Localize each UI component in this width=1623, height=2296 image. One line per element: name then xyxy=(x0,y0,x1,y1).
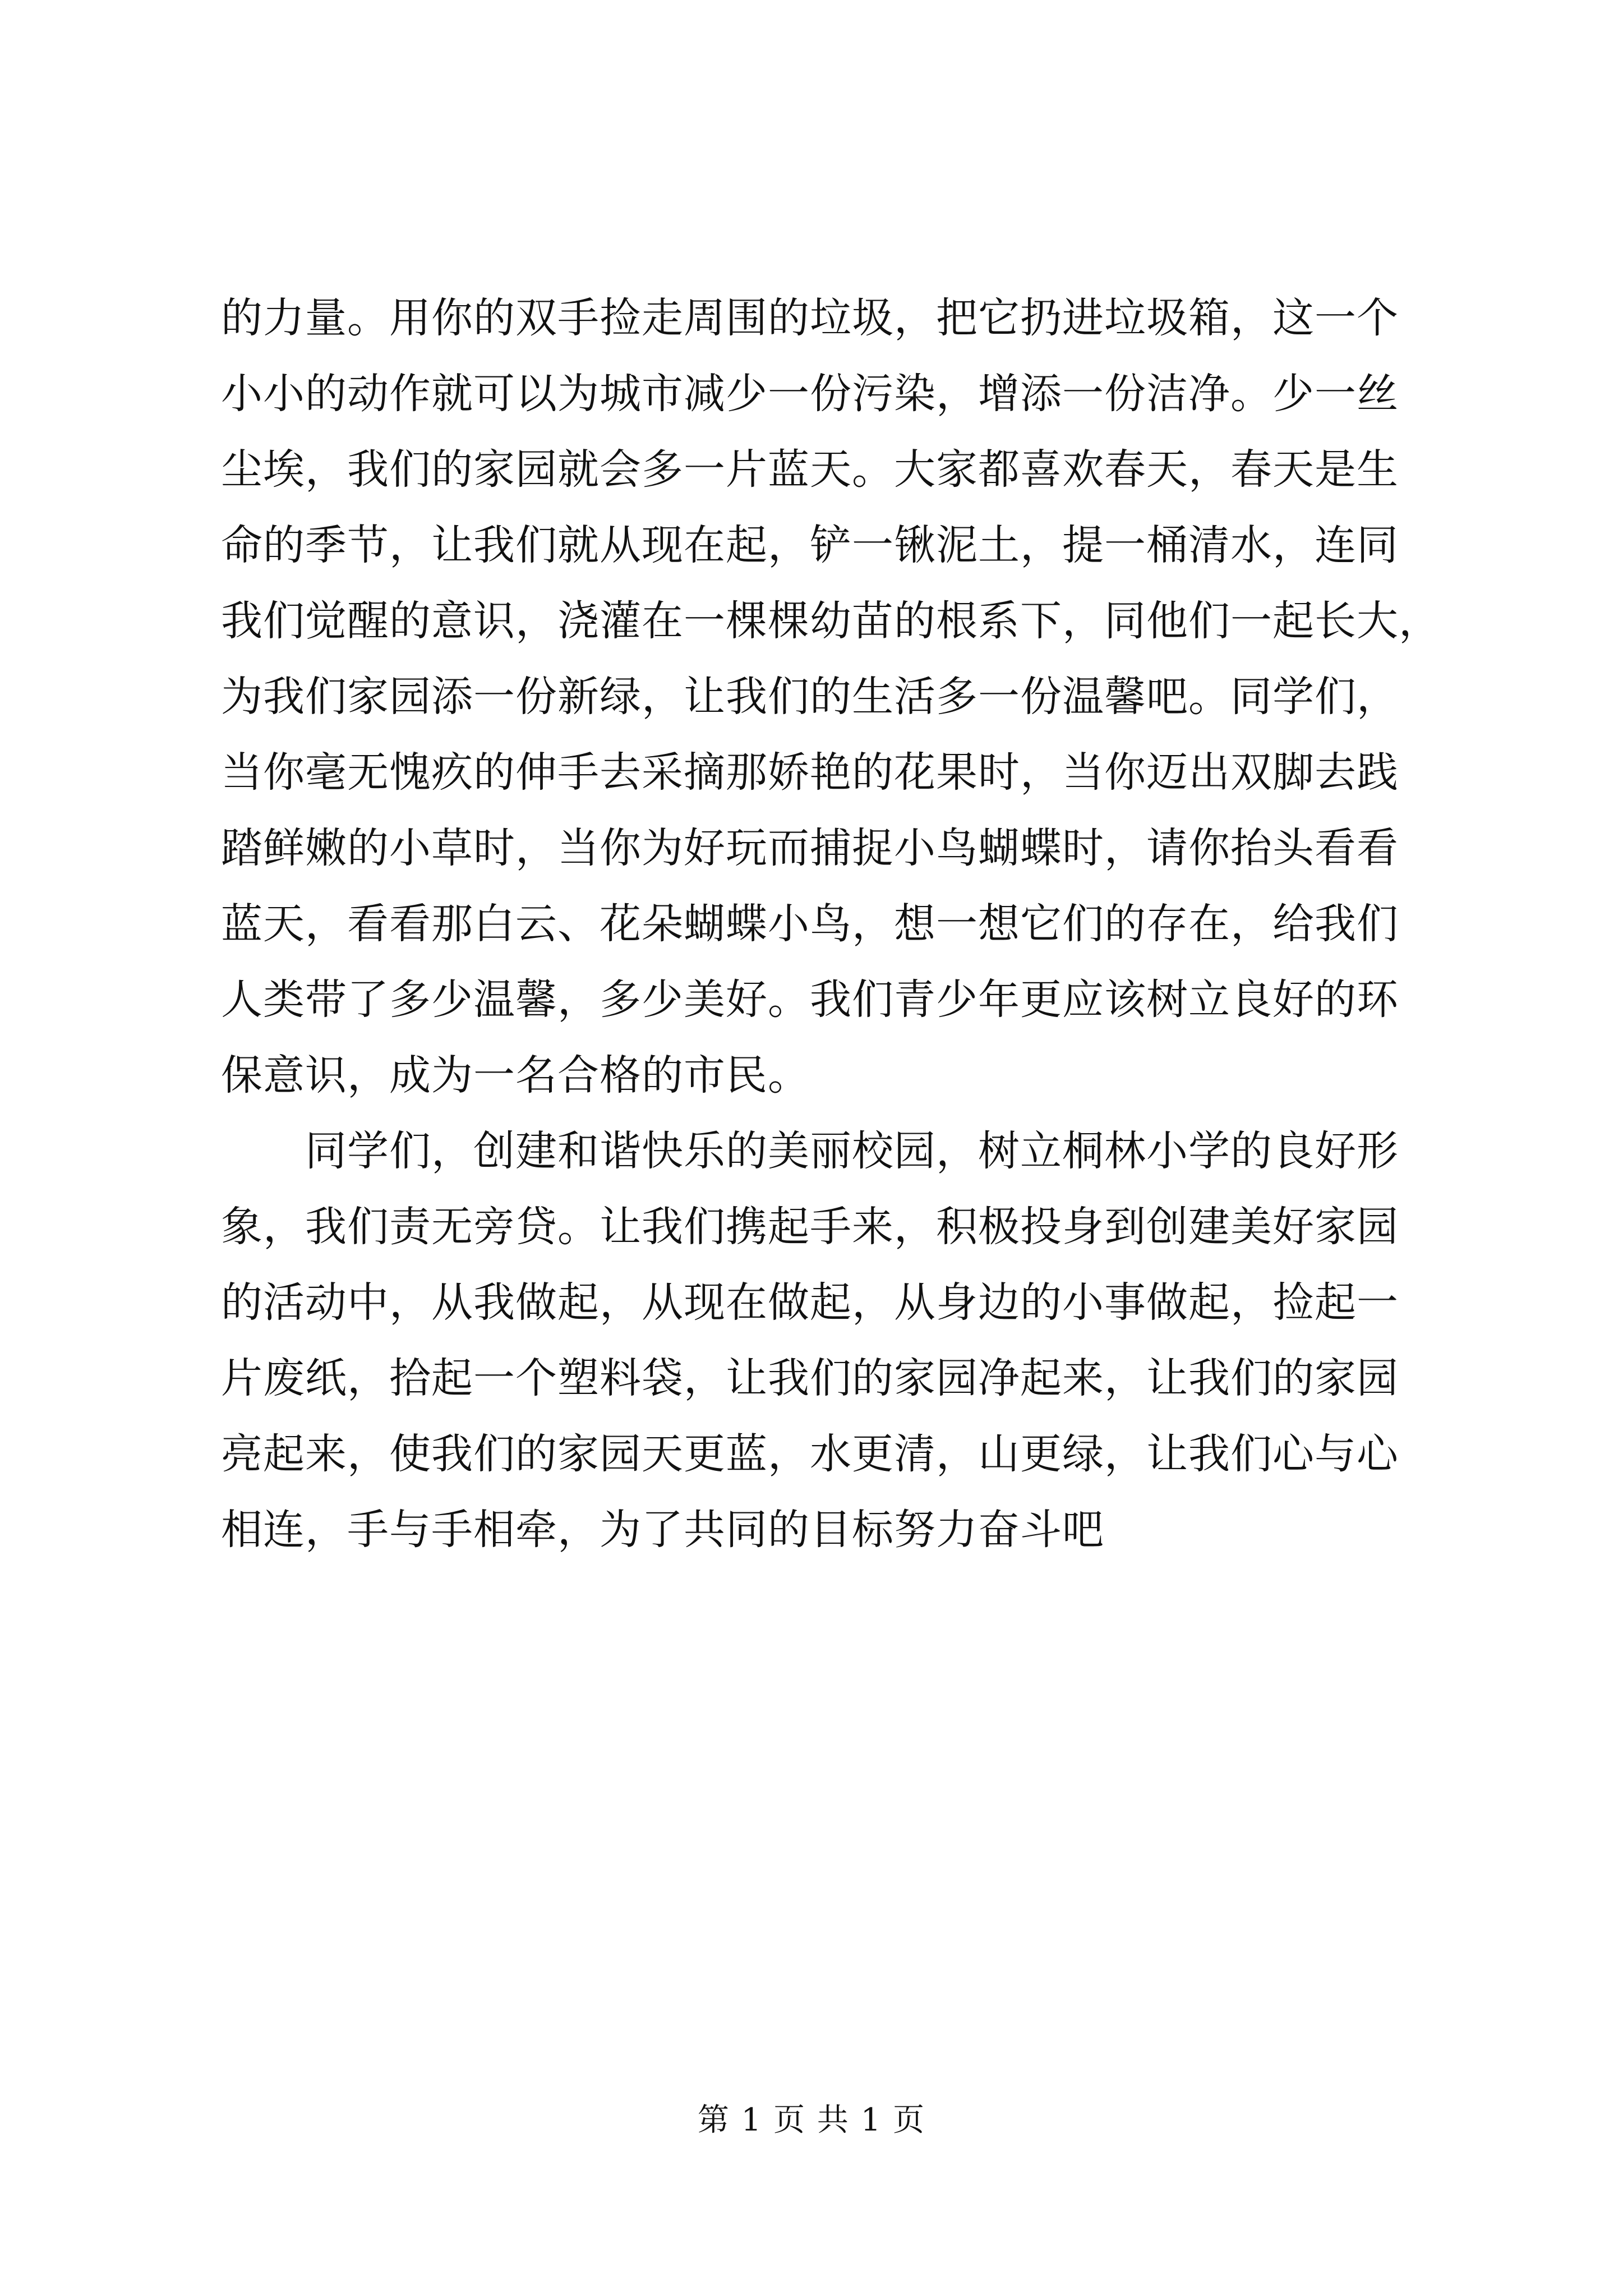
text-line: 保意识，成为一名合格的市民。 xyxy=(221,1051,810,1099)
text-line: 相连，手与手相牵，为了共同的目标努力奋斗吧 xyxy=(221,1506,1104,1554)
text-line: 亮起来，使我们的家园天更蓝，水更清，山更绿，让我们心与心 xyxy=(221,1430,1399,1478)
text-line: 象，我们责无旁贷。让我们携起手来，积极投身到创建美好家园 xyxy=(221,1203,1399,1251)
text-line: 为我们家园添一份新绿，让我们的生活多一份温馨吧。同学们， xyxy=(221,673,1399,721)
text-line: 蓝天，看看那白云、花朵蝴蝶小鸟，想一想它们的存在，给我们 xyxy=(221,900,1399,948)
paragraph-2 xyxy=(221,1114,1427,1568)
text-line: 命的季节，让我们就从现在起，铲一锹泥土，提一桶清水，连同 xyxy=(221,521,1399,569)
text-line: 的活动中，从我做起，从现在做起，从身边的小事做起，捡起一 xyxy=(221,1278,1399,1327)
page-number-label: 第 1 页 共 1 页 xyxy=(697,2102,926,2138)
text-line: 我们觉醒的意识，浇灌在一棵棵幼苗的根系下，同他们一起长大， xyxy=(221,597,1441,645)
page-footer xyxy=(0,2101,1623,2140)
text-line: 尘埃，我们的家园就会多一片蓝天。大家都喜欢春天，春天是生 xyxy=(221,445,1399,494)
paragraph-1 xyxy=(221,280,1441,1114)
text-line: 同学们，创建和谐快乐的美丽校园，树立桐林小学的良好形 xyxy=(221,1127,1399,1175)
text-line: 片废纸，拾起一个塑料袋，让我们的家园净起来，让我们的家园 xyxy=(221,1354,1399,1402)
document-body xyxy=(221,280,1441,1568)
text-line: 的力量。用你的双手捡走周围的垃圾，把它扔进垃圾箱，这一个 xyxy=(221,294,1399,342)
text-line: 当你毫无愧疚的伸手去采摘那娇艳的花果时，当你迈出双脚去践 xyxy=(221,748,1399,797)
text-line: 小小的动作就可以为城市减少一份污染，增添一份洁净。少一丝 xyxy=(221,370,1399,418)
text-line: 踏鲜嫩的小草时，当你为好玩而捕捉小鸟蝴蝶时，请你抬头看看 xyxy=(221,824,1399,872)
text-line: 人类带了多少温馨，多少美好。我们青少年更应该树立良好的环 xyxy=(221,976,1399,1024)
